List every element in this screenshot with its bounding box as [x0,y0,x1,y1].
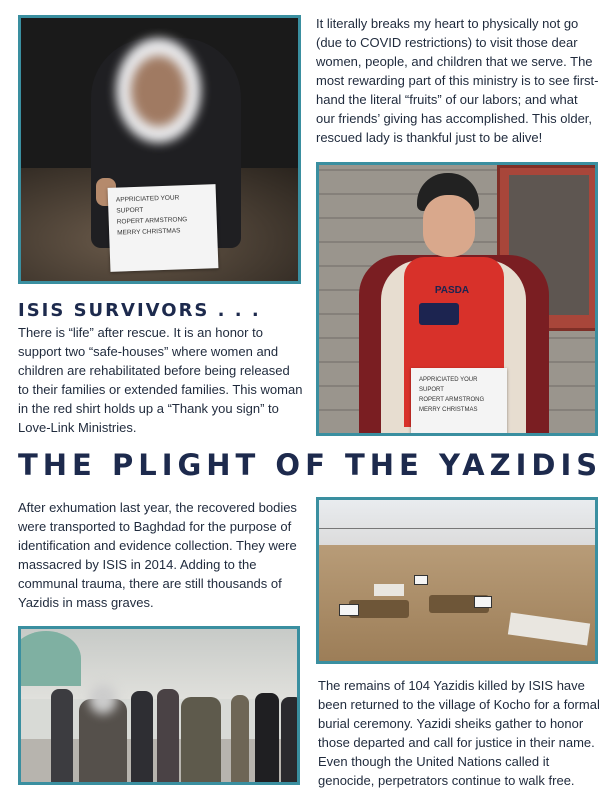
shirt-logo: PASDA [434,285,470,296]
photo-burial-field [316,497,598,664]
photo-woman-red-shirt [316,162,598,436]
thank-you-sign: APPRICIATED YOUR SUPORT ROPERT ARMSTRONG MERRY CHRISTMAS [108,184,219,272]
intro-paragraph: It literally breaks my heart to physically not go (due to COVID restrictions) to visit those dear women, people, and children that we serve. The most rewarding part of this ministry is to see first-hand the literal “fruits” of our labors; and what our friends’ giving has accomplished. This older, rescued lady is thankful just to be alive! [316,16,599,145]
survivors-paragraph: There is “life” after rescue. It is an honor to support two “safe-houses” where women and children are rehabilitated before being released to their families or extended families. This woman in the red shirt holds up a “Thank you sign” to Love-Link Ministries. [18,325,303,435]
plight-heading: THE PLIGHT OF THE YAZIDIS [18,448,603,482]
remains-paragraph: The remains of 104 Yazidis killed by ISIS have been returned to the village of Kocho for a formal burial ceremony. Yazidi sheiks gather to honor those departed and call for justice in their name. Even though the United Nations called it genocide, perpetrators continue to walk free. [318,678,600,788]
photo-sheiks-gathering [18,626,300,785]
survivors-heading: ISIS SURVIVORS . . . [18,300,261,321]
thank-you-sign-red-shirt: APPRICIATED YOUR SUPORT ROPERT ARMSTRONG MERRY CHRISTMAS [411,368,507,436]
photo-older-woman [18,15,301,284]
plight-paragraph: After exhumation last year, the recovered bodies were transported to Baghdad for the purpose of identification and evidence collection. They were massacred by ISIS in 2014. Adding to the communal trauma, there are still thousands of Yazidis in mass graves. [18,500,297,610]
